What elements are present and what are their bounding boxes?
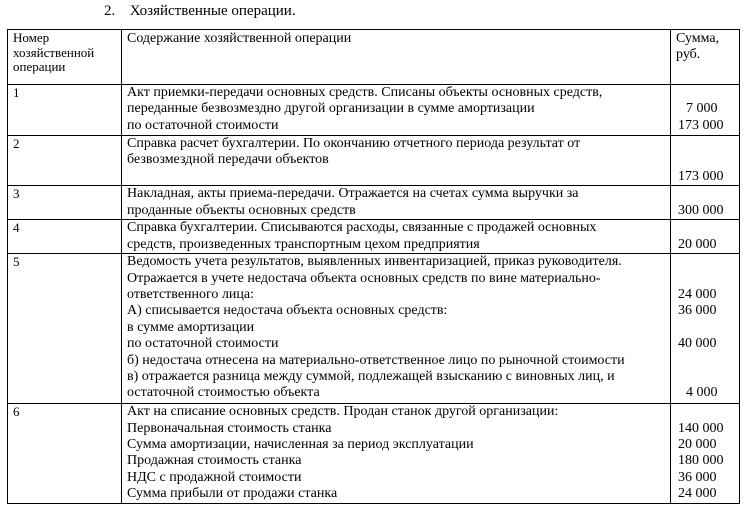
sum-value: 180 000	[678, 453, 724, 469]
content-line	[127, 169, 667, 185]
sum-value	[678, 369, 736, 385]
operation-content	[122, 136, 671, 186]
header-number: Номер хозяйственной операции	[8, 30, 122, 85]
operation-number: 1	[8, 85, 122, 136]
content-line: б) недостача отнесена на материально-ответственное лицо по рыночной стоимости	[127, 352, 625, 368]
operation-number: 6	[8, 404, 122, 504]
section-number: 2.	[104, 3, 116, 19]
content-line: Справка бухгалтерии. Списываются расходы, связанные с продажей основных	[127, 220, 597, 236]
operations-table	[7, 29, 740, 504]
operation-content	[122, 85, 671, 136]
operation-sum	[671, 220, 740, 254]
sum-value: 300 000	[678, 202, 724, 218]
sum-value: 24 000	[678, 286, 717, 302]
table-row	[8, 220, 740, 254]
operation-number: 4	[8, 220, 122, 254]
content-line: Справка расчет бухгалтерии. По окончанию отчетного периода результат от	[127, 136, 581, 151]
content-line: в сумме амортизации	[127, 319, 255, 335]
operation-sum	[671, 254, 740, 404]
sum-value: 4 000	[686, 385, 718, 401]
content-line: переданные безвозмездно другой организации в сумме амортизации	[127, 101, 535, 117]
sum-value: 140 000	[678, 420, 724, 436]
sum-value: 24 000	[678, 486, 717, 502]
sum-value: 36 000	[678, 303, 717, 319]
content-line: средств, произведенных транспортным цехом предприятия	[127, 236, 480, 252]
operation-content	[122, 254, 671, 404]
content-line: Акт на списание основных средств. Продан станок другой организации:	[127, 404, 559, 420]
operation-number: 3	[8, 186, 122, 220]
operation-number: 2	[8, 136, 122, 186]
content-line: НДС с продажной стоимости	[127, 469, 302, 485]
header-sum: Сумма, руб.	[671, 30, 740, 85]
sum-value	[678, 271, 736, 287]
sum-value: 40 000	[678, 336, 717, 352]
operation-sum	[671, 404, 740, 504]
operation-content	[122, 404, 671, 504]
sum-value	[678, 353, 736, 369]
operation-sum	[671, 136, 740, 186]
table-header-row	[8, 30, 740, 85]
table-row	[8, 186, 740, 220]
content-line: Сумма амортизации, начисленная за период эксплуатации	[127, 436, 474, 452]
sum-value	[678, 186, 736, 202]
sum-value: 20 000	[678, 236, 717, 252]
sum-value: 173 000	[678, 168, 724, 184]
table-row	[8, 254, 740, 404]
sum-value	[678, 220, 736, 236]
content-line: Продажная стоимость станка	[127, 453, 302, 469]
operation-sum	[671, 85, 740, 136]
table-row	[8, 136, 740, 186]
operation-sum	[671, 186, 740, 220]
sum-value: 36 000	[678, 469, 717, 485]
operation-number: 5	[8, 254, 122, 404]
section-heading	[104, 2, 296, 20]
content-line: Сумма прибыли от продажи станка	[127, 486, 338, 502]
content-line: проданные объекты основных средств	[127, 202, 356, 218]
content-line: по остаточной стоимости	[127, 336, 279, 352]
content-line: ответственного лица:	[127, 286, 254, 302]
content-line: в) отражается разница между суммой, подлежащей взысканию с виновных лиц, и	[127, 368, 615, 384]
sum-value	[678, 152, 736, 168]
content-line: Накладная, акты приема-передачи. Отражается на счетах сумма выручки за	[127, 186, 579, 202]
sum-value: 20 000	[678, 436, 717, 452]
content-line: Отражается в учете недостача объекта основных средств по вине материально-	[127, 270, 601, 286]
section-title: Хозяйственные операции.	[129, 3, 296, 19]
sum-value: 7 000	[686, 101, 718, 117]
sum-value	[678, 254, 736, 270]
header-content: Содержание хозяйственной операции	[122, 30, 671, 85]
sum-value	[678, 85, 736, 101]
content-line: Ведомость учета результатов, выявленных инвентаризацией, приказ руководителя.	[127, 254, 622, 270]
content-line: Первоначальная стоимость станка	[127, 420, 332, 436]
table-row	[8, 85, 740, 136]
content-line: безвозмездной передачи объектов	[127, 152, 329, 168]
table-row	[8, 404, 740, 504]
content-line: остаточной стоимостью объекта	[127, 385, 320, 401]
sum-value	[678, 136, 736, 152]
sum-value: 173 000	[678, 117, 724, 133]
content-line: по остаточной стоимости	[127, 117, 279, 133]
content-line: А) списывается недостача объекта основных средств:	[127, 303, 448, 319]
operation-content	[122, 220, 671, 254]
content-line: Акт приемки-передачи основных средств. Списаны объекты основных средств,	[127, 85, 603, 100]
operation-content	[122, 186, 671, 220]
sum-value	[678, 404, 736, 420]
sum-value	[678, 320, 736, 336]
